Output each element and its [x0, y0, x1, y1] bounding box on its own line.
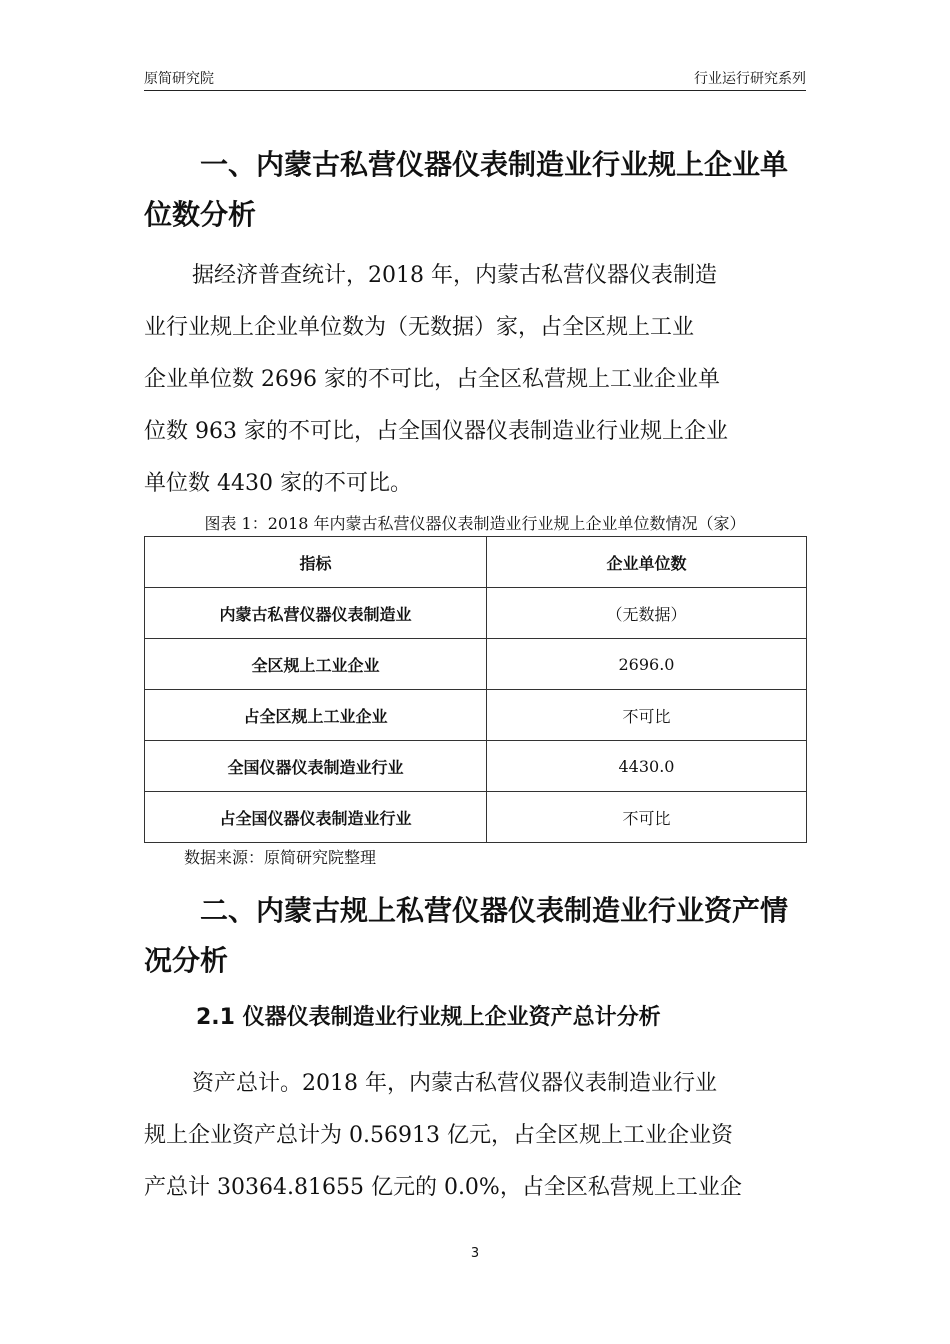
section-1-heading-line-1: 一、内蒙古私营仪器仪表制造业行业规上企业单 — [200, 148, 789, 181]
row-label: 内蒙古私营仪器仪表制造业 — [145, 588, 487, 639]
row-label: 全区规上工业企业 — [145, 639, 487, 690]
para-line: 产总计 30364.81655 亿元的 0.0%，占全区私营规上工业企 — [144, 1175, 742, 1200]
section-2-heading-line-2: 况分析 — [144, 944, 229, 977]
section-2-heading — [144, 886, 806, 986]
table-row — [145, 588, 807, 639]
row-value: 4430.0 — [487, 741, 807, 792]
table-row — [145, 792, 807, 843]
header-org-name: 原简研究院 — [144, 71, 214, 87]
para-line: 单位数 4430 家的不可比。 — [144, 471, 412, 496]
section-1-paragraph — [144, 250, 806, 510]
table-row — [145, 741, 807, 792]
row-value: 不可比 — [487, 690, 807, 741]
para-line: 规上企业资产总计为 0.56913 亿元，占全区规上工业企业资 — [144, 1123, 733, 1148]
para-line: 据经济普查统计，2018 年，内蒙古私营仪器仪表制造 — [192, 263, 717, 288]
table-caption: 图表 1：2018 年内蒙古私营仪器仪表制造业行业规上企业单位数情况（家） — [204, 514, 746, 533]
header-indicator: 指标 — [145, 537, 487, 588]
row-value: 2696.0 — [487, 639, 807, 690]
page-number: 3 — [470, 1246, 480, 1261]
row-label: 全国仪器仪表制造业行业 — [145, 741, 487, 792]
enterprise-count-table — [144, 536, 807, 843]
para-line: 业行业规上企业单位数为（无数据）家，占全区规上工业 — [144, 315, 695, 340]
header-unit-count: 企业单位数 — [487, 537, 807, 588]
section-2-heading-line-1: 二、内蒙古规上私营仪器仪表制造业行业资产情 — [200, 894, 789, 927]
table-source: 数据来源：原简研究院整理 — [184, 848, 377, 867]
table-header-row — [145, 537, 807, 588]
row-value: （无数据） — [487, 588, 807, 639]
page-header — [144, 64, 806, 91]
section-1-heading — [144, 140, 806, 240]
para-line: 位数 963 家的不可比，占全国仪器仪表制造业行业规上企业 — [144, 419, 728, 444]
row-label: 占全区规上工业企业 — [145, 690, 487, 741]
table-row — [145, 639, 807, 690]
row-label: 占全国仪器仪表制造业行业 — [145, 792, 487, 843]
table-row — [145, 690, 807, 741]
subsection-2-1-heading: 2.1 仪器仪表制造业行业规上企业资产总计分析 — [196, 1005, 661, 1030]
para-line: 企业单位数 2696 家的不可比，占全区私营规上工业企业单 — [144, 367, 720, 392]
row-value: 不可比 — [487, 792, 807, 843]
header-series-name: 行业运行研究系列 — [694, 71, 806, 87]
para-line: 资产总计。2018 年，内蒙古私营仪器仪表制造业行业 — [192, 1071, 717, 1096]
section-2-paragraph — [144, 1058, 806, 1214]
section-1-heading-line-2: 位数分析 — [144, 198, 257, 231]
